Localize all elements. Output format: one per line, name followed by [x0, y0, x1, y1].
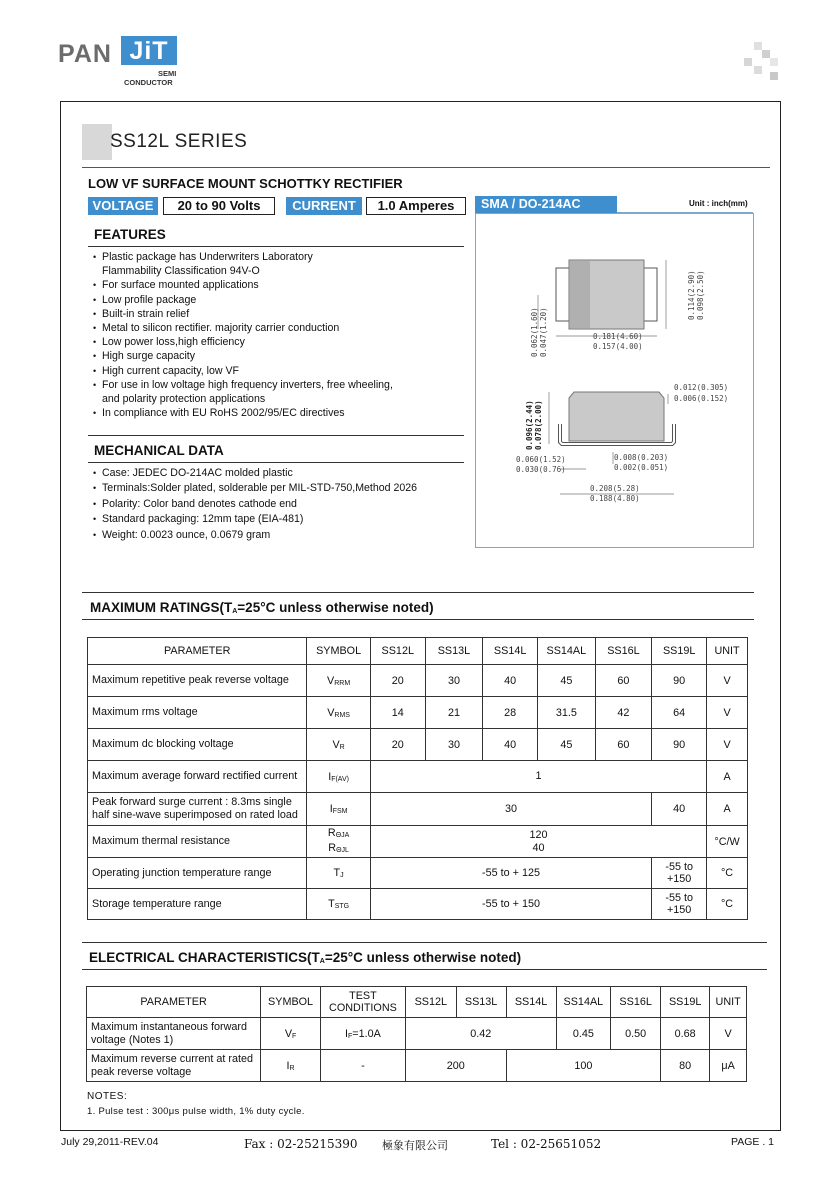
ratings-symbol-value-sub: STG	[334, 903, 350, 910]
electrical-symbol-value-sub: F	[292, 1032, 297, 1040]
electrical-value: 100	[506, 1050, 661, 1082]
ratings-symbol-value-main: R	[327, 826, 336, 839]
condition-main: I	[345, 1027, 349, 1040]
ratings-symbol-value-2	[328, 842, 349, 854]
mechanical-item: • Standard packaging: 12mm tape (EIA-481)	[92, 512, 462, 527]
ratings-value-span: -55 to + 125	[370, 858, 651, 889]
electrical-symbol	[261, 1018, 321, 1050]
current-label: CURRENT	[286, 197, 362, 215]
ratings-row	[88, 761, 748, 793]
voltage-label: VOLTAGE	[88, 197, 158, 215]
ratings-value: 30	[425, 729, 483, 761]
electrical-value: 0.50	[611, 1018, 661, 1050]
electrical-value: 80	[661, 1050, 710, 1082]
mechanical-heading: MECHANICAL DATA	[94, 443, 224, 458]
notes-heading: NOTES:	[87, 1091, 128, 1102]
footer-page: PAGE . 1	[731, 1136, 774, 1148]
ratings-value: 20	[370, 665, 425, 697]
ratings-unit: V	[707, 729, 748, 761]
ratings-param: Storage temperature range	[88, 889, 307, 920]
ratings-symbol-value-sub: F(AV)	[331, 775, 349, 783]
electrical-col-header: SS12L	[405, 987, 456, 1018]
package-name: SMA / DO-214AC	[475, 196, 617, 213]
ratings-symbol	[307, 826, 370, 858]
ratings-symbol-value-main: I	[329, 803, 333, 815]
ratings-symbol-value-sub: J	[340, 872, 344, 879]
ratings-param: Peak forward surge current : 8.3ms single half sine-wave superimposed on rated load	[88, 793, 307, 826]
ratings-symbol	[307, 889, 370, 920]
electrical-table	[86, 986, 747, 1082]
mechanical-item: • Weight: 0.0023 ounce, 0.0679 gram	[92, 528, 462, 543]
ratings-value: 64	[652, 697, 707, 729]
ratings-symbol-value	[327, 675, 350, 687]
ratings-table	[87, 637, 748, 920]
ratings-value-last: -55 to +150	[652, 858, 707, 889]
note-1: 1. Pulse test : 300μs pulse width, 1% duty cycle.	[87, 1106, 305, 1117]
package-unit: Unit : inch(mm)	[689, 199, 748, 208]
logo-semi: SEMI	[158, 69, 177, 78]
ratings-merged-value-2: 40	[532, 841, 545, 854]
ratings-value: 20	[370, 729, 425, 761]
ratings-value: 21	[425, 697, 483, 729]
dim-w1a: 0.181(4.60)	[593, 332, 643, 341]
dim-h1b: 0.098(2.50)	[696, 270, 705, 320]
electrical-unit: μA	[710, 1050, 747, 1082]
features-list	[92, 250, 462, 420]
feature-item: • Low power loss,high efficiency	[92, 335, 462, 349]
electrical-unit: V	[710, 1018, 747, 1050]
dim-ta: 0.012(0.305)	[674, 383, 729, 392]
feature-item: • High current capacity, low VF	[92, 364, 462, 378]
ratings-symbol-value-main: T	[328, 898, 335, 910]
electrical-symbol	[261, 1050, 321, 1082]
electrical-param: Maximum reverse current at rated peak reverse voltage	[87, 1050, 261, 1082]
mechanical-list	[92, 466, 462, 543]
electrical-condition	[320, 1018, 405, 1050]
dim-h1a: 0.114(2.90)	[687, 270, 696, 320]
feature-item: • Metal to silicon rectifier. majority carrier conduction	[92, 321, 462, 335]
ratings-merged-value: 1	[535, 770, 542, 782]
ratings-symbol-value-sub: ΘJA	[335, 831, 350, 839]
current-value: 1.0 Amperes	[366, 197, 466, 215]
electrical-symbol-value-main: V	[284, 1027, 293, 1040]
footer-company: 極象有限公司	[382, 1139, 448, 1152]
voltage-value: 20 to 90 Volts	[163, 197, 275, 215]
ratings-symbol	[307, 858, 370, 889]
electrical-col-header: PARAMETER	[87, 987, 261, 1018]
feature-item: • For surface mounted applications	[92, 278, 462, 292]
ratings-value: 90	[652, 729, 707, 761]
electrical-symbol-value	[287, 1060, 295, 1072]
mechanical-item: • Case: JEDEC DO-214AC molded plastic	[92, 466, 462, 481]
ratings-symbol-value	[327, 707, 350, 719]
ratings-value: 14	[370, 697, 425, 729]
dim-l1a: 0.062(1.60)	[530, 307, 539, 357]
feature-item: • Low profile package	[92, 293, 462, 307]
ratings-param: Maximum average forward rectified current	[88, 761, 307, 793]
title-accent	[82, 124, 112, 160]
footer-fax: Fax : 02-25215390	[244, 1137, 358, 1151]
feature-item: • In compliance with EU RoHS 2002/95/EC directives	[92, 406, 462, 420]
electrical-value: 0.45	[556, 1018, 611, 1050]
electrical-col-header: SS14AL	[556, 987, 611, 1018]
electrical-top-divider	[82, 942, 767, 943]
dim-hb: 0.078(2.00)	[534, 400, 543, 450]
ratings-unit: A	[707, 793, 748, 826]
dim-w1b: 0.157(4.00)	[593, 342, 643, 351]
ratings-value: 60	[595, 729, 652, 761]
ratings-value: 40	[483, 665, 538, 697]
ratings-row	[88, 665, 748, 697]
ratings-symbol-value-sub: R	[339, 743, 345, 751]
ratings-symbol-value-main: V	[327, 706, 335, 719]
ratings-symbol	[307, 793, 370, 826]
ratings-unit: °C	[707, 858, 748, 889]
ratings-symbol-value	[332, 739, 344, 751]
features-heading: FEATURES	[94, 227, 166, 242]
condition-sub: F	[348, 1032, 353, 1040]
ratings-symbol-value-main: T	[333, 867, 341, 879]
ratings-row	[88, 697, 748, 729]
ratings-symbol-value-main: V	[332, 738, 340, 751]
ratings-value: 28	[483, 697, 538, 729]
page-title: SS12L SERIES	[110, 131, 248, 152]
electrical-col-header: TEST CONDITIONS	[320, 987, 405, 1018]
ratings-value-merged	[370, 826, 706, 858]
electrical-condition: -	[320, 1050, 405, 1082]
ratings-param: Maximum thermal resistance	[88, 826, 307, 858]
mechanical-item: • Terminals:Solder plated, solderable per MIL-STD-750,Method 2026	[92, 481, 462, 496]
features-divider	[88, 246, 464, 247]
ratings-symbol-value	[330, 803, 348, 815]
ratings-unit: °C	[707, 889, 748, 920]
electrical-heading: ELECTRICAL CHARACTERISTICS(TA=25°C unless otherwise noted)	[89, 950, 522, 965]
ratings-col-header: SS14L	[483, 638, 538, 665]
ratings-value: 42	[595, 697, 652, 729]
electrical-col-header: SYMBOL	[261, 987, 321, 1018]
ratings-header-row	[88, 638, 748, 665]
dim-wb: 0.188(4.80)	[590, 494, 640, 503]
ratings-param: Maximum rms voltage	[88, 697, 307, 729]
electrical-symbol-value-sub: R	[289, 1064, 295, 1072]
electrical-col-header: UNIT	[710, 987, 747, 1018]
electrical-row	[87, 1018, 747, 1050]
ratings-param: Maximum repetitive peak reverse voltage	[88, 665, 307, 697]
ratings-value: 45	[538, 665, 596, 697]
ratings-value-last: -55 to +150	[652, 889, 707, 920]
ratings-value-span: 30	[370, 793, 651, 826]
ratings-value-merged	[370, 761, 706, 793]
mechanical-item: • Polarity: Color band denotes cathode end	[92, 497, 462, 512]
ratings-symbol-2-main: R	[328, 841, 337, 854]
ratings-value: 45	[538, 729, 596, 761]
dim-fa: 0.060(1.52)	[516, 455, 566, 464]
electrical-value: 0.42	[405, 1018, 556, 1050]
electrical-col-header: SS19L	[661, 987, 710, 1018]
ratings-value: 31.5	[538, 697, 596, 729]
logo-pan: PAN	[58, 40, 112, 68]
feature-item: • Plastic package has Underwriters Laboratory Flammability Classification 94V-O	[92, 250, 462, 278]
ratings-value: 90	[652, 665, 707, 697]
ratings-symbol	[307, 697, 370, 729]
ratings-symbol-value-sub: RMS	[334, 711, 350, 719]
electrical-col-header: SS14L	[506, 987, 556, 1018]
ratings-symbol	[307, 761, 370, 793]
ratings-symbol-value-sub: FSM	[332, 808, 348, 815]
ratings-row	[88, 729, 748, 761]
ratings-divider	[82, 619, 754, 620]
electrical-divider	[82, 969, 767, 970]
ratings-value-span: -55 to + 150	[370, 889, 651, 920]
ratings-symbol-value	[328, 827, 349, 839]
ratings-value: 30	[425, 665, 483, 697]
electrical-symbol-value	[285, 1028, 296, 1040]
dim-ha: 0.096(2.44)	[525, 400, 534, 450]
footer-date: July 29,2011-REV.04	[61, 1136, 159, 1148]
ratings-col-header: UNIT	[707, 638, 748, 665]
ratings-col-header: SS19L	[652, 638, 707, 665]
decorative-squares-icon	[744, 42, 784, 82]
electrical-param: Maximum instantaneous forward voltage (Notes 1)	[87, 1018, 261, 1050]
footer-tel: Tel : 02-25651052	[491, 1137, 602, 1151]
ratings-col-header: SYMBOL	[307, 638, 370, 665]
mechanical-top-divider	[88, 435, 464, 436]
electrical-value: 200	[405, 1050, 506, 1082]
electrical-col-header: SS16L	[611, 987, 661, 1018]
ratings-col-header: PARAMETER	[88, 638, 307, 665]
ratings-merged-value: 120	[529, 828, 548, 841]
ratings-unit: V	[707, 697, 748, 729]
ratings-unit: A	[707, 761, 748, 793]
title-divider	[82, 167, 770, 168]
ratings-symbol	[307, 665, 370, 697]
feature-item: • Built-in strain relief	[92, 307, 462, 321]
ratings-row	[88, 889, 748, 920]
mechanical-divider	[88, 462, 464, 463]
ratings-col-header: SS12L	[370, 638, 425, 665]
ratings-symbol-value-sub: RRM	[334, 679, 351, 687]
dim-tb: 0.006(0.152)	[674, 394, 729, 403]
dim-wa: 0.208(5.28)	[590, 484, 640, 493]
ratings-param: Operating junction temperature range	[88, 858, 307, 889]
ratings-symbol-value-main: V	[327, 674, 335, 687]
ratings-value: 60	[595, 665, 652, 697]
dim-ga: 0.008(0.203)	[614, 453, 669, 462]
electrical-header-row	[87, 987, 747, 1018]
dim-l1b: 0.047(1.20)	[539, 307, 548, 357]
ratings-row	[88, 793, 748, 826]
ratings-symbol-value	[328, 898, 349, 910]
ratings-symbol	[307, 729, 370, 761]
ratings-value-last: 40	[652, 793, 707, 826]
ratings-symbol-value	[328, 771, 349, 783]
subtitle: LOW VF SURFACE MOUNT SCHOTTKY RECTIFIER	[88, 176, 403, 191]
ratings-col-header: SS13L	[425, 638, 483, 665]
ratings-top-divider	[82, 592, 754, 593]
logo-jit: JiT	[121, 36, 177, 65]
ratings-row	[88, 826, 748, 858]
ratings-symbol-value-main: I	[328, 770, 332, 783]
electrical-row	[87, 1050, 747, 1082]
feature-item: • High surge capacity	[92, 349, 462, 363]
ratings-unit: V	[707, 665, 748, 697]
ratings-symbol-2-sub: ΘJL	[336, 846, 349, 854]
ratings-symbol-value	[334, 867, 344, 879]
ratings-heading: MAXIMUM RATINGS(TA=25°C unless otherwise noted)	[90, 600, 434, 615]
electrical-value: 0.68	[661, 1018, 710, 1050]
ratings-col-header: SS14AL	[538, 638, 596, 665]
electrical-col-header: SS13L	[456, 987, 506, 1018]
dim-gb: 0.002(0.051)	[614, 463, 669, 472]
feature-item: • For use in low voltage high frequency inverters, free wheeling, and polarity protection applications	[92, 378, 462, 406]
ratings-col-header: SS16L	[595, 638, 652, 665]
ratings-param: Maximum dc blocking voltage	[88, 729, 307, 761]
electrical-symbol-value-main: I	[286, 1059, 290, 1072]
dim-fb: 0.030(0.76)	[516, 465, 566, 474]
ratings-row	[88, 858, 748, 889]
ratings-unit: °C/W	[707, 826, 748, 858]
condition-post: =1.0A	[352, 1027, 381, 1040]
logo-conductor: CONDUCTOR	[124, 78, 173, 87]
ratings-value: 40	[483, 729, 538, 761]
